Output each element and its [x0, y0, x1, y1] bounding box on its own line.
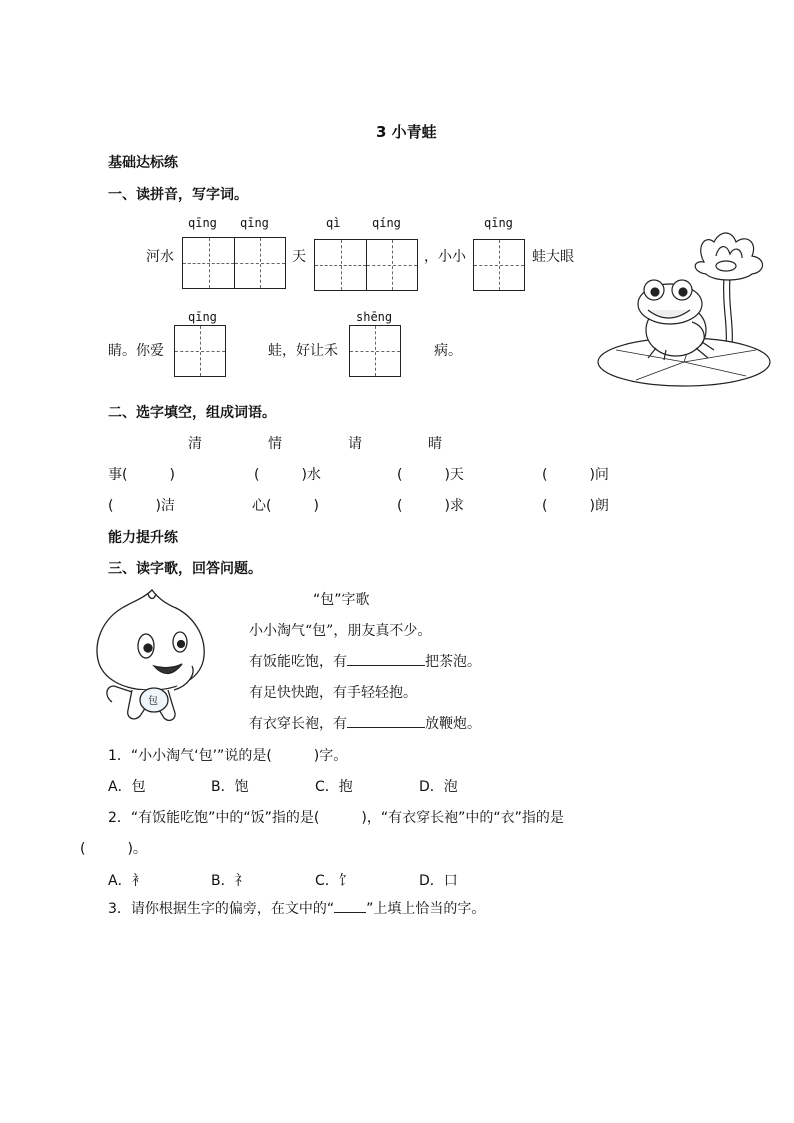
- q3-sub1-option-b[interactable]: B．饱: [211, 779, 249, 795]
- q2-option-3: 请: [348, 436, 362, 452]
- pinyin-5: qīng: [484, 216, 513, 230]
- q3-sub1-option-c[interactable]: C．抱: [315, 779, 353, 795]
- q1-text-5: 睛。你爱: [108, 343, 164, 359]
- poem-line-2-end: 把茶泡。: [425, 654, 481, 670]
- q1-text-6: 蛙，好让禾: [268, 343, 338, 359]
- poem-line-1: 小小淘气“包”，朋友真不少。: [249, 623, 432, 639]
- poem-line-4-end: 放鞭炮。: [425, 716, 481, 732]
- pinyin-3: qì: [326, 216, 341, 230]
- q3-sub1-option-a[interactable]: A．包: [108, 779, 146, 795]
- q3-sub2-option-b[interactable]: B．礻: [211, 873, 249, 889]
- q2-option-1: 清: [188, 436, 202, 452]
- q2-blank-r1-3[interactable]: ( )天: [397, 467, 464, 483]
- q3-sub2-option-d[interactable]: D．口: [419, 873, 458, 889]
- pinyin-7: shēng: [356, 310, 393, 324]
- pinyin-1: qīng: [188, 216, 217, 230]
- q3-sub3: [108, 898, 485, 918]
- q3-sub1: 1．“小小淘气‘包’”说的是( )字。: [108, 748, 348, 764]
- q3-sub2-line1: 2．“有饭能吃饱”中的“饭”指的是( )，“有衣穿长袍”中的“衣”指的是: [108, 810, 564, 826]
- q2-option-4: 晴: [428, 436, 442, 452]
- pinyin-2: qīng: [240, 216, 269, 230]
- q2-blank-r2-3[interactable]: ( )求: [397, 498, 464, 514]
- poem-line-3: 有足快快跑，有手轻轻抱。: [249, 685, 417, 701]
- grid-cell[interactable]: [474, 240, 524, 290]
- q3-sub1-option-d[interactable]: D．泡: [419, 779, 458, 795]
- poem-title: “包”字歌: [313, 592, 370, 608]
- pinyin-4: qíng: [372, 216, 401, 230]
- mascot-label: 包: [148, 696, 158, 707]
- q3-sub3-blank-marker: [334, 900, 366, 913]
- poem-blank-1[interactable]: [347, 651, 425, 666]
- writing-grid-sheng[interactable]: [349, 325, 401, 377]
- page-title: 3 小青蛙: [376, 123, 437, 141]
- poem-line-2-start: 有饭能吃饱，有: [249, 654, 347, 670]
- grid-cell[interactable]: [234, 238, 285, 288]
- q3-sub2-option-a[interactable]: A．衤: [108, 873, 146, 889]
- q1-heading: 一、读拼音，写字词。: [108, 187, 248, 203]
- grid-cell[interactable]: [183, 238, 234, 288]
- q2-blank-r1-1[interactable]: 事( ): [108, 467, 175, 483]
- q1-text-2: 天: [292, 249, 306, 265]
- poem-blank-2[interactable]: [347, 713, 425, 728]
- q2-heading: 二、选字填空，组成词语。: [108, 405, 276, 421]
- q2-blank-r2-2[interactable]: 心( ): [252, 498, 319, 514]
- q3-sub3-start: 3．请你根据生字的偏旁，在文中的“: [108, 901, 335, 917]
- section-heading-advanced: 能力提升练: [108, 530, 178, 546]
- q2-blank-r1-2[interactable]: ( )水: [254, 467, 321, 483]
- bao-mascot-illustration: [92, 586, 212, 728]
- poem-line-2: [249, 651, 481, 671]
- q2-blank-r1-4[interactable]: ( )问: [542, 467, 609, 483]
- writing-grid-qing-second-line[interactable]: [174, 325, 226, 377]
- q2-blank-r2-1[interactable]: ( )洁: [108, 498, 175, 514]
- q2-blank-r2-4[interactable]: ( )朗: [542, 498, 609, 514]
- grid-cell[interactable]: [175, 326, 225, 376]
- poem-line-4-start: 有衣穿长袍，有: [249, 716, 347, 732]
- q3-sub2-option-c[interactable]: C．饣: [315, 873, 353, 889]
- q3-sub2-line2: ( )。: [80, 841, 147, 857]
- writing-grid-qingqing[interactable]: [182, 237, 286, 289]
- section-heading-basic: 基础达标练: [108, 155, 178, 171]
- poem-line-4: [249, 713, 481, 733]
- grid-cell[interactable]: [315, 240, 366, 290]
- grid-cell[interactable]: [350, 326, 400, 376]
- q1-text-1: 河水: [146, 249, 174, 265]
- q2-option-2: 情: [268, 436, 282, 452]
- writing-grid-qing-single[interactable]: [473, 239, 525, 291]
- writing-grid-qiqing[interactable]: [314, 239, 418, 291]
- q3-sub3-end: ”上填上恰当的字。: [366, 901, 486, 917]
- q3-heading: 三、读字歌，回答问题。: [108, 561, 262, 577]
- q1-text-4: 蛙大眼: [532, 249, 574, 265]
- frog-lotus-illustration: [596, 226, 772, 390]
- grid-cell[interactable]: [366, 240, 417, 290]
- q1-text-7: 病。: [434, 343, 462, 359]
- q1-text-3: ，小小: [424, 249, 466, 265]
- pinyin-6: qīng: [188, 310, 217, 324]
